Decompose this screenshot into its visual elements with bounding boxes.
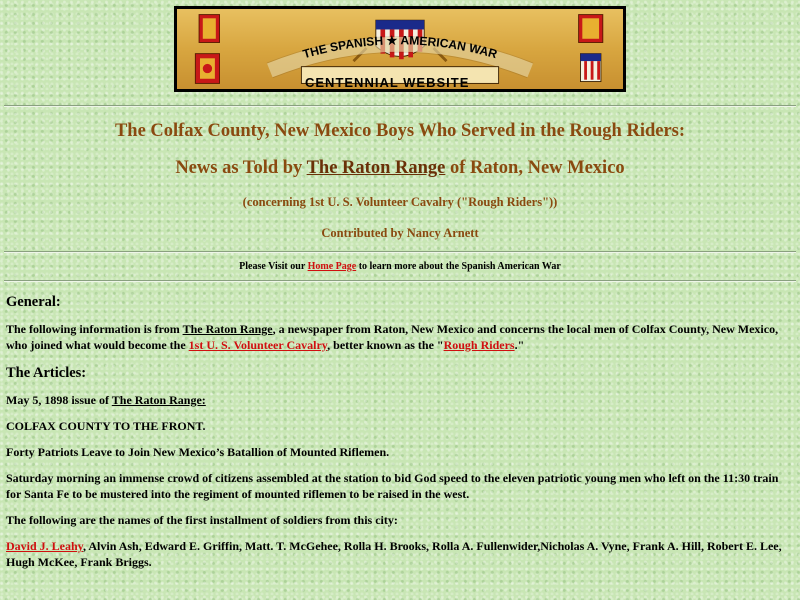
- subtitle-suffix: of Raton, New Mexico: [445, 158, 625, 178]
- main-content: [0, 294, 800, 570]
- david-leahy-link[interactable]: David J. Leahy: [6, 539, 84, 553]
- home-page-link[interactable]: Home Page: [307, 261, 357, 272]
- banner-centennial-text: CENTENNIAL WEBSITE: [305, 75, 470, 90]
- subtitle-prefix: News as Told by: [175, 158, 307, 178]
- general-heading: General:: [6, 294, 61, 310]
- concerning-note: (concerning 1st U. S. Volunteer Cavalry ("Rough Riders")): [242, 195, 558, 209]
- centennial-banner: [174, 6, 626, 92]
- us-flag-icon: [579, 15, 603, 82]
- articles-heading: The Articles:: [6, 365, 87, 381]
- issue-line: [6, 392, 794, 408]
- article-paragraph-1: Saturday morning an immense crowd of citizens assembled at the station to bid God speed to the eleven patriotic young men who left on the 11:30 train for Santa Fe to be mustered into the regiment of mounted riflemen to be raised in the west.: [6, 471, 779, 501]
- page-title: The Colfax County, New Mexico Boys Who Served in the Rough Riders:: [114, 121, 686, 141]
- divider: [4, 280, 796, 282]
- text-span: May 5, 1898 issue of: [6, 393, 112, 407]
- text-span: , better known as the ": [327, 338, 444, 352]
- text-span: The following information is from: [6, 322, 183, 336]
- raton-range-title: The Raton Range: [306, 158, 446, 178]
- cavalry-link[interactable]: 1st U. S. Volunteer Cavalry: [188, 338, 328, 352]
- headline-2: Forty Patriots Leave to Join New Mexico’s Batallion of Mounted Riflemen.: [6, 445, 390, 459]
- visit-prefix: Please Visit our: [239, 261, 308, 272]
- raton-range-ref: The Raton Range: [182, 322, 273, 336]
- divider: [4, 105, 796, 107]
- banner-arc-text: THE SPANISH ★ AMERICAN WAR: [301, 33, 499, 62]
- spanish-coat-of-arms-icon: [195, 15, 219, 84]
- banner-container: [0, 0, 800, 97]
- rough-riders-link[interactable]: Rough Riders: [443, 338, 515, 352]
- page-subtitle: [0, 158, 800, 179]
- raton-range-ref: The Raton Range:: [111, 393, 206, 407]
- visit-notice: [0, 261, 800, 272]
- text-span: , a newspaper from Raton, New Mexico and concerns the local men of Colfax County, New Mexico, who joined what would become the: [6, 322, 779, 352]
- headline-1: COLFAX COUNTY TO THE FRONT.: [6, 419, 206, 433]
- page-header: [0, 121, 800, 241]
- divider: [4, 251, 796, 253]
- article-paragraph-2: The following are the names of the first installment of soldiers from this city:: [6, 513, 398, 527]
- contributor-line: Contributed by Nancy Arnett: [321, 226, 479, 240]
- text-span: .": [514, 338, 525, 352]
- visit-suffix: to learn more about the Spanish American War: [356, 261, 561, 272]
- general-paragraph: [6, 321, 794, 353]
- soldier-names: [6, 538, 794, 570]
- text-span: , Alvin Ash, Edward E. Griffin, Matt. T. McGehee, Rolla H. Brooks, Rolla A. Fullenwider,Nicholas A. Vyne, Frank A. Hill, Robert E. Lee, Hugh McKee, Frank Briggs.: [6, 539, 782, 569]
